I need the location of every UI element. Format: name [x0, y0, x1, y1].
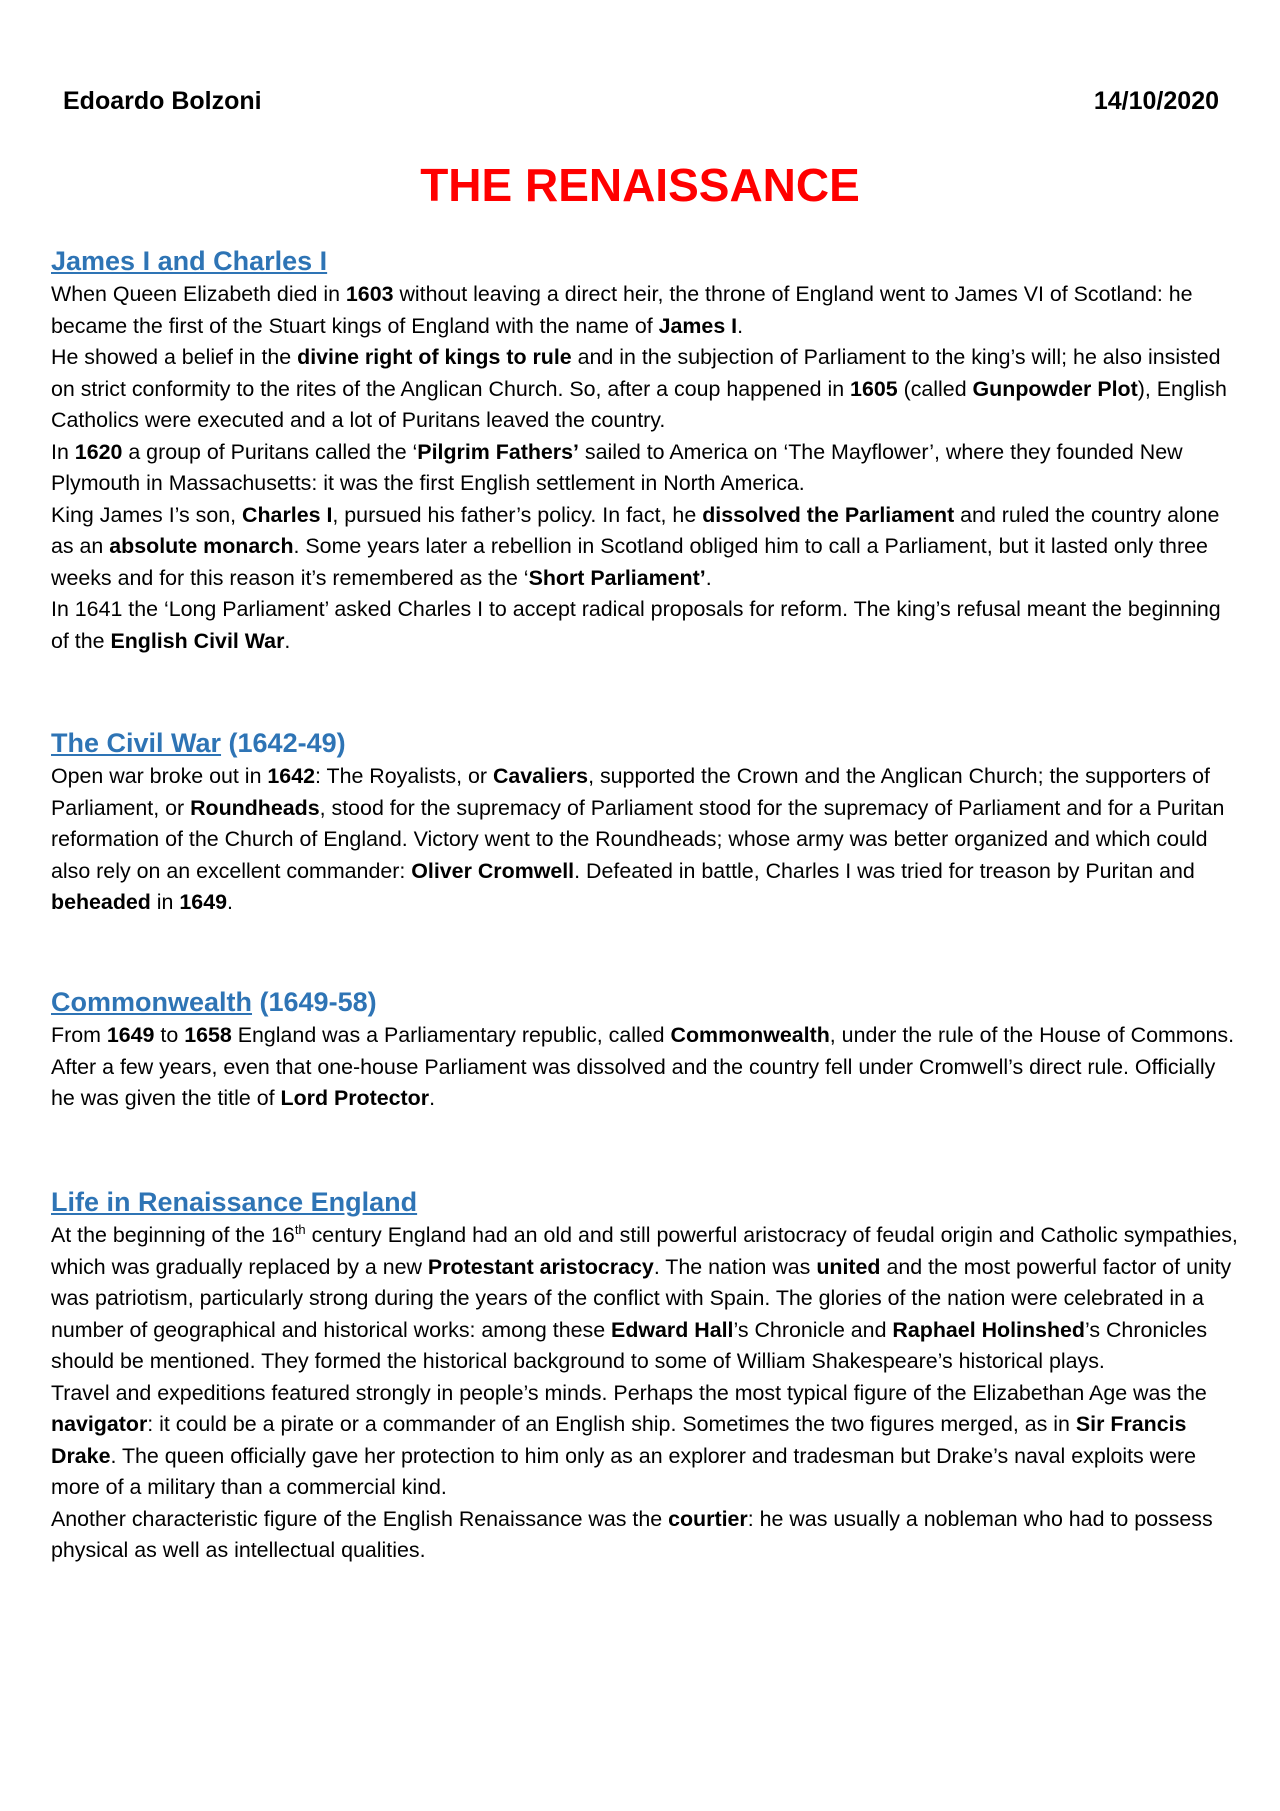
bold-text: courtier [668, 1506, 748, 1531]
text-run: , pursued his father’s policy. In fact, he [332, 502, 703, 527]
section-body [51, 1020, 1241, 1115]
text-run: and in the subjection of Parliament to the king’s will; he also insisted on strict conformity to the rites of the Anglican Church. So, after a coup happened in [51, 345, 1221, 401]
text-run: and ruled the country alone as an [51, 502, 1220, 558]
bold-text: 1649 [106, 1023, 155, 1047]
text-run: : The Royalists, or [315, 764, 493, 788]
text-run: When Queen Elizabeth died in [51, 282, 346, 306]
bold-text: united [816, 1254, 881, 1279]
section-heading-link[interactable]: Commonwealth [51, 987, 253, 1017]
page-title: THE RENAISSANCE [420, 159, 860, 211]
text-run: . [737, 313, 744, 338]
paragraph [51, 761, 1241, 919]
section-heading [51, 985, 1241, 1019]
bold-text: Raphael Holinshed [892, 1317, 1085, 1342]
text-run: . [705, 565, 712, 590]
section-heading [51, 726, 1241, 760]
text-run: Open war broke out in [51, 764, 268, 788]
bold-text: Lord Protector [280, 1086, 430, 1110]
section-civil-war [51, 726, 1241, 919]
bold-text: Edward Hall [611, 1317, 734, 1342]
paragraph [51, 1378, 1241, 1504]
section-body [51, 761, 1241, 919]
text-run: , under the rule of the House of Commons. After a few years, even that one-house Parliament was dissolved and the country fell under Cromwell’s direct rule. Officially he was given the title of [51, 1023, 1235, 1110]
text-run: to [154, 1023, 185, 1047]
section-commonwealth [51, 985, 1241, 1115]
bold-text: 1642 [267, 764, 315, 788]
text-run: without leaving a direct heir, the throne of England went to James VI of Scotland: he became the first of the Stuart kings of England with the name of [51, 282, 1193, 338]
bold-text: Commonwealth [670, 1023, 830, 1047]
text-run: . Defeated in battle, Charles I was tried for treason by Puritan and [574, 858, 1195, 883]
author-name: Edoardo Bolzoni [63, 87, 262, 115]
paragraph [51, 1504, 1241, 1567]
bold-text: 1649 [179, 890, 227, 914]
bold-text: Oliver Cromwell [411, 858, 575, 883]
paragraph [51, 342, 1241, 437]
text-run: sailed to America on ‘The Mayflower’, where they founded New Plymouth in Massachusetts: it was the first English settlement in North America. [51, 439, 1183, 495]
bold-text: navigator [51, 1412, 148, 1436]
bold-text: dissolved the Parliament [702, 502, 955, 527]
text-run: ’s Chronicle and [733, 1317, 893, 1342]
text-run: , stood for the supremacy of Parliament stood for the supremacy of Parliament and for a Puritan reformation of the Church of England. Victory went to the Roundheads; whose army was better organized and which could also rely on an excellent commander: [51, 795, 1225, 883]
bold-text: Cavaliers [492, 764, 589, 788]
paragraph [51, 279, 1241, 342]
text-run: ), English Catholics were executed and a lot of Puritans leaved the country. [51, 376, 1227, 432]
bold-text: Gunpowder Plot [972, 376, 1138, 401]
text-run: : it could be a pirate or a commander of an English ship. Sometimes the two figures merged, as in [147, 1412, 1076, 1436]
section-heading [51, 244, 1241, 278]
section-heading-dates: (1642-49) [221, 728, 346, 758]
bold-text: Protestant aristocracy [427, 1254, 654, 1279]
section-heading-link[interactable]: James I and Charles I [51, 246, 328, 276]
section-heading-dates: (1649-58) [252, 987, 377, 1017]
paragraph [51, 437, 1241, 500]
bold-text: Pilgrim Fathers’ [417, 439, 579, 464]
bold-text: 1603 [345, 282, 394, 306]
text-run: a group of Puritans called the ‘ [122, 439, 418, 464]
section-heading-link[interactable]: Life in Renaissance England [51, 1187, 418, 1217]
text-run: , supported the Crown and the Anglican Church; the supporters of Parliament, or [51, 764, 1210, 820]
text-run: . [429, 1086, 436, 1110]
text-run: . The queen officially gave her protection to him only as an explorer and tradesman but Drake’s naval exploits were more of a military than a commercial kind. [51, 1443, 1197, 1499]
paragraph [51, 594, 1241, 657]
document-date: 14/10/2020 [1093, 87, 1219, 115]
section-heading-link[interactable]: The Civil War [51, 728, 222, 758]
text-run: In 1641 the ‘Long Parliament’ asked Charles I to accept radical proposals for reform. The king’s refusal meant the beginning of the [51, 597, 1221, 653]
text-run: At the beginning of the 16 [51, 1223, 295, 1247]
section-body [51, 279, 1241, 657]
bold-text: 1605 [850, 376, 898, 401]
text-run: . [284, 628, 291, 653]
bold-text: Short Parliament’ [528, 565, 706, 590]
bold-text: 1658 [184, 1023, 232, 1047]
bold-text: divine right of kings to rule [297, 345, 572, 369]
text-run: century England had an old and still powerful aristocracy of feudal origin and Catholic sympathies, which was gradually replaced by a new [51, 1223, 1238, 1279]
section-james-charles [51, 244, 1241, 657]
section-heading [51, 1185, 1241, 1219]
text-run: England was a Parliamentary republic, called [231, 1023, 671, 1047]
superscript-text: th [294, 1221, 306, 1237]
text-run: and the most powerful factor of unity was patriotism, particularly strong during the years of the conflict with Spain. The glories of the nation were celebrated in a number of geographical and historical works: among these [51, 1254, 1232, 1342]
text-run: He showed a belief in the [51, 345, 298, 369]
bold-text: beheaded [51, 890, 151, 914]
text-run: (called [897, 376, 973, 401]
text-run: King James I’s son, [51, 502, 243, 527]
paragraph [51, 500, 1241, 595]
text-run: Another characteristic figure of the English Renaissance was the [51, 1506, 669, 1531]
text-run: In [51, 439, 75, 464]
text-run: . The nation was [653, 1254, 817, 1279]
bold-text: absolute monarch [109, 534, 294, 558]
text-run: : he was usually a nobleman who had to possess physical as well as intellectual qualities. [51, 1506, 1213, 1562]
text-run: . Some years later a rebellion in Scotland obliged him to call a Parliament, but it lasted only three weeks and for this reason it’s remembered as the ‘ [51, 534, 1208, 590]
text-run: ’s Chronicles should be mentioned. They formed the historical background to some of William Shakespeare’s historical plays. [51, 1317, 1208, 1373]
text-run: From [51, 1023, 107, 1047]
text-run: in [150, 890, 180, 914]
bold-text: Charles I [242, 502, 333, 527]
bold-text: Sir Francis Drake [51, 1412, 1187, 1468]
text-run: . [227, 890, 233, 914]
section-life-renaissance [51, 1185, 1241, 1567]
bold-text: James I [658, 313, 738, 338]
text-run: Travel and expeditions featured strongly in people’s minds. Perhaps the most typical figure of the Elizabethan Age was the [51, 1380, 1207, 1405]
bold-text: English Civil War [110, 628, 285, 653]
paragraph [51, 1220, 1241, 1378]
paragraph [51, 1020, 1241, 1115]
section-body [51, 1220, 1241, 1567]
bold-text: Roundheads [190, 795, 320, 820]
bold-text: 1620 [74, 439, 123, 464]
